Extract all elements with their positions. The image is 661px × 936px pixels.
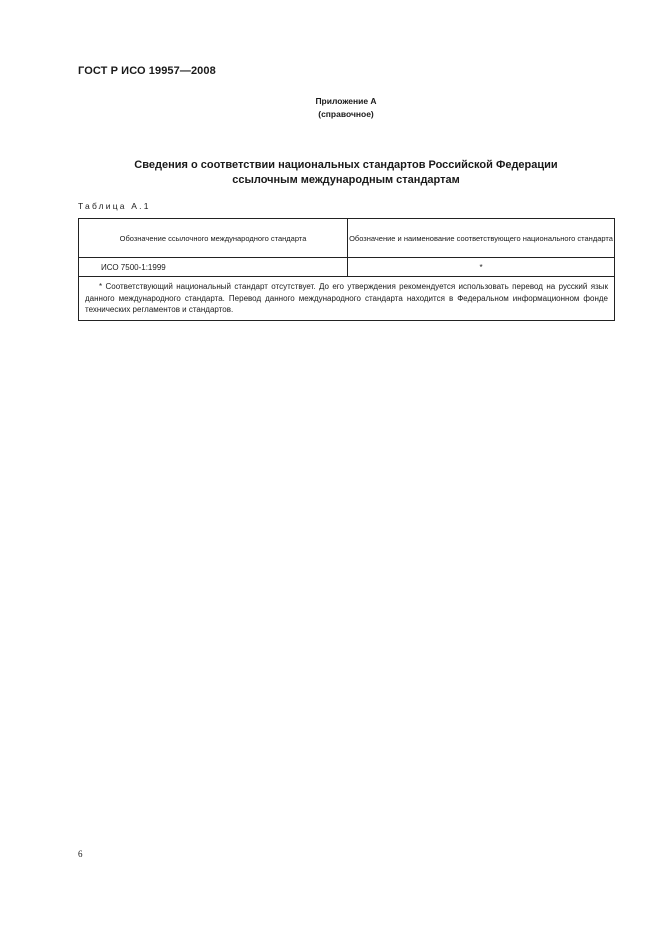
- table-header-row: [79, 219, 615, 258]
- table-header-international: Обозначение ссылочного международного стандарта: [79, 219, 348, 258]
- reference-table: [78, 218, 615, 321]
- table-cell-national-standard: *: [348, 258, 615, 277]
- annex-title: Приложение А: [315, 96, 377, 106]
- table-label: Таблица А.1: [78, 201, 151, 211]
- document-code: ГОСТ Р ИСО 19957—2008: [78, 65, 216, 77]
- table-footnote: * Соответствующий национальный стандарт отсутствует. До его утверждения рекомендуется использовать перевод на русский язык данного международного стандарта. Перевод данного международного стандарта находится в Федеральном информационном фонде технических регламентов и стандартов.: [79, 277, 615, 321]
- table-header-national: Обозначение и наименование соответствующего национального стандарта: [348, 219, 615, 258]
- section-heading-line-1: Сведения о соответствии национальных стандартов Российской Федерации: [134, 159, 558, 171]
- table-cell-international-standard: ИСО 7500-1:1999: [79, 258, 348, 277]
- section-heading-line-2: ссылочным международным стандартам: [232, 174, 460, 186]
- page-number: 6: [78, 849, 83, 859]
- table-footnote-row: [79, 277, 615, 321]
- table-row: [79, 258, 615, 277]
- annex-note: (справочное): [318, 109, 374, 119]
